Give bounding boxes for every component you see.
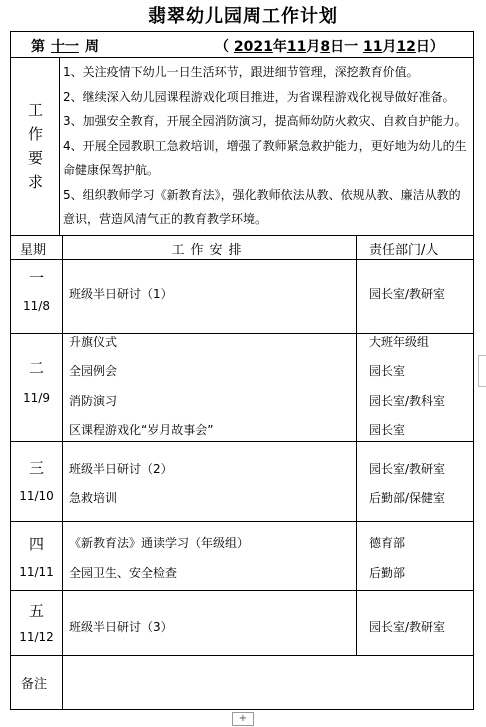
requirement-item: 1、关注疫情下幼儿一日生活环节，跟进细节管理，深挖教育价值。 [63, 65, 419, 79]
day-name: 五 [28, 602, 44, 620]
header-dept: 责任部门/人 [369, 243, 439, 258]
day-date: 11/10 [19, 489, 54, 503]
day-date: 11/12 [19, 630, 54, 644]
requirement-item: 2、继续深入幼儿园课程游戏化项目推进，为省课程游戏化视导做好准备。 [63, 89, 455, 104]
requirements-text [63, 60, 471, 232]
dept-item: 园长室/教研室 [369, 620, 446, 634]
week-prefix: 第 [31, 39, 45, 55]
weekly-plan-table [10, 31, 474, 710]
dept-item: 大班年级组 [369, 335, 430, 349]
remark-label: 备注 [21, 677, 48, 692]
day-name: 二 [28, 359, 44, 377]
dept-item: 园长室 [369, 364, 406, 378]
task-item: 升旗仪式 [69, 335, 118, 349]
day-row-thursday [11, 521, 473, 591]
day-name: 三 [28, 459, 44, 477]
task-item: 全园例会 [69, 364, 118, 378]
dept-item: 德育部 [369, 536, 406, 550]
task-item: 急救培训 [69, 491, 118, 505]
day-date: 11/11 [19, 565, 54, 579]
requirements-label: 工 作 要 求 [11, 57, 60, 235]
dept-item: 园长室/教科室 [369, 394, 446, 408]
day-row-friday [11, 590, 473, 656]
week-suffix: 周 [85, 39, 99, 55]
dept-item: 园长室/教研室 [369, 287, 446, 301]
dept-item: 后勤部/保健室 [369, 491, 446, 505]
week-number: 十一 [51, 39, 79, 55]
side-collapse-handle[interactable] [478, 355, 486, 387]
day-name: 四 [28, 535, 44, 553]
header-day: 星期 [20, 243, 47, 258]
requirement-item: 3、加强安全教育，开展全园消防演习，提高师幼防火救灾、自救自护能力。 [63, 114, 467, 128]
task-item: 全园卫生、安全检查 [69, 566, 178, 580]
day-row-monday [11, 259, 473, 334]
task-item: 区课程游戏化“岁月故事会” [69, 423, 214, 437]
task-item: 消防演习 [69, 394, 118, 408]
dept-item: 园长室/教研室 [369, 462, 446, 476]
requirement-item: 4、开展全园教职工急救培训，增强了教师紧急救护能力，更好地为幼儿的生命健康保驾护航。 [63, 138, 467, 177]
requirement-item: 5、组织教师学习《新教育法》，强化教师依法从教、依规从教、廉洁从教的意识，营造风清气正的教育教学环境。 [63, 187, 461, 226]
dept-item: 园长室 [369, 423, 406, 437]
week-date-range: （ 2021年11月8日一 11月12日） [215, 39, 444, 55]
header-tasks: 工作安排 [171, 243, 248, 258]
day-row-wednesday [11, 441, 473, 522]
day-date: 11/8 [23, 299, 50, 313]
task-item: 《新教育法》通读学习（年级组） [69, 536, 250, 550]
day-date: 11/9 [23, 391, 50, 405]
remark-row [11, 655, 473, 709]
week-row [11, 32, 473, 58]
requirements-row [11, 57, 473, 236]
remark-content[interactable] [63, 655, 475, 709]
document-title: 翡翠幼儿园周工作计划 [148, 6, 338, 27]
day-row-tuesday [11, 333, 473, 442]
task-item: 班级半日研讨（1） [69, 287, 173, 301]
add-row-button[interactable]: + [232, 712, 254, 726]
table-header-row [11, 235, 473, 260]
dept-item: 后勤部 [369, 566, 406, 580]
day-name: 一 [28, 269, 44, 287]
task-item: 班级半日研讨（3） [69, 620, 173, 634]
task-item: 班级半日研讨（2） [69, 462, 173, 476]
